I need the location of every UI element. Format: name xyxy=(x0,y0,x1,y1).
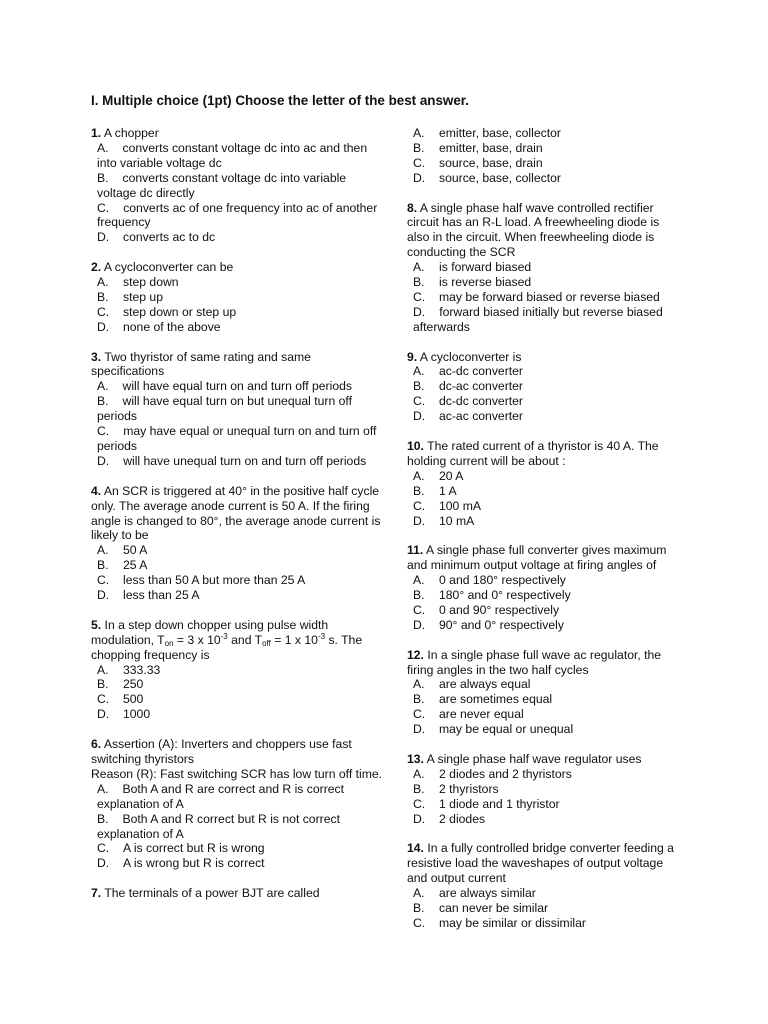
option-letter: A. xyxy=(413,677,425,692)
question-text: The terminals of a power BJT are called xyxy=(101,886,320,901)
option-text: step down or step up xyxy=(123,304,237,319)
question-number: 5. xyxy=(91,617,102,632)
option-text: emitter, base, drain xyxy=(439,140,543,155)
question-text: The rated current of a thyristor is 40 A. The holding current will be about : xyxy=(407,438,659,468)
question-stem xyxy=(407,648,677,678)
option-letter: C. xyxy=(413,602,426,617)
question-9 xyxy=(407,350,677,425)
option-letter: A. xyxy=(97,781,109,796)
option-b xyxy=(407,692,677,707)
option-letter: A. xyxy=(97,140,109,155)
option-letter: B. xyxy=(413,140,425,155)
option-letter: B. xyxy=(97,677,109,692)
option-c xyxy=(407,603,677,618)
option-text: may be similar or dissimilar xyxy=(439,915,586,930)
question-text: An SCR is triggered at 40° in the positive half cycle only. The average anode current is 50 A. If the firing angle is changed to 80°, the average anode current is likely to be xyxy=(91,483,381,543)
option-a xyxy=(407,886,677,901)
option-letter: D. xyxy=(97,856,110,871)
option-letter: B. xyxy=(413,483,425,498)
option-text: forward biased initially but reverse biased afterwards xyxy=(413,304,663,334)
option-c xyxy=(407,707,677,722)
option-c xyxy=(407,797,677,812)
option-text: less than 25 A xyxy=(123,588,200,603)
option-c xyxy=(407,156,677,171)
option-d xyxy=(407,305,677,335)
option-text: are never equal xyxy=(439,707,524,722)
question-7-options xyxy=(407,126,677,186)
option-d xyxy=(407,812,677,827)
option-letter: B. xyxy=(413,692,425,707)
option-letter: B. xyxy=(413,379,425,394)
option-letter: C. xyxy=(97,424,110,439)
option-b xyxy=(91,394,383,424)
option-b xyxy=(407,141,677,156)
option-text: are sometimes equal xyxy=(439,692,553,707)
question-13 xyxy=(407,752,677,827)
option-letter: D. xyxy=(97,453,110,468)
question-7 xyxy=(91,886,383,901)
question-text-part: In a step down chopper using pulse width modulation, T xyxy=(91,617,329,647)
option-letter: C. xyxy=(413,394,426,409)
option-letter: C. xyxy=(413,796,426,811)
question-text: In a single phase full wave ac regulator, the firing angles in the two half cycles xyxy=(407,647,662,677)
option-text: 2 thyristors xyxy=(439,781,499,796)
question-number: 12. xyxy=(407,647,424,662)
option-text: converts ac of one frequency into ac of another frequency xyxy=(97,200,378,230)
question-text: A cycloconverter is xyxy=(417,349,522,364)
option-text: 10 mA xyxy=(439,513,475,528)
option-d xyxy=(91,454,383,469)
option-text: 2 diodes xyxy=(439,811,486,826)
option-letter: A. xyxy=(413,364,425,379)
option-a xyxy=(407,364,677,379)
option-text: step down xyxy=(123,275,179,290)
option-text: ac-ac converter xyxy=(439,409,523,424)
option-letter: D. xyxy=(97,230,110,245)
option-a xyxy=(91,141,383,171)
option-letter: D. xyxy=(97,319,110,334)
option-text: 25 A xyxy=(123,558,148,573)
option-c xyxy=(91,424,383,454)
question-5 xyxy=(91,618,383,722)
question-stem xyxy=(91,618,383,663)
question-1 xyxy=(91,126,383,245)
question-number: 8. xyxy=(407,200,418,215)
question-stem xyxy=(407,439,677,469)
option-letter: B. xyxy=(97,170,109,185)
question-text: A chopper xyxy=(101,126,159,140)
question-8 xyxy=(407,201,677,335)
option-text: may be equal or unequal xyxy=(439,722,574,737)
option-text: is forward biased xyxy=(439,260,532,275)
question-text: A single phase full converter gives maximum and minimum output voltage at firing angles of xyxy=(407,543,667,573)
option-d xyxy=(91,320,383,335)
option-letter: D. xyxy=(413,722,426,737)
option-letter: D. xyxy=(97,588,110,603)
question-text: Assertion (A): Inverters and choppers use fast switching thyristors xyxy=(91,737,352,766)
option-text: source, base, drain xyxy=(439,155,543,170)
question-text: In a fully controlled bridge converter feeding a resistive load the waveshapes of output voltage and output current xyxy=(407,841,674,886)
option-letter: D. xyxy=(413,170,426,185)
option-letter: B. xyxy=(413,588,425,603)
option-text: dc-dc converter xyxy=(439,394,523,409)
option-text: 100 mA xyxy=(439,498,482,513)
option-text: less than 50 A but more than 25 A xyxy=(123,573,306,588)
option-letter: A. xyxy=(413,260,425,275)
option-a xyxy=(91,663,383,678)
option-text: will have unequal turn on and turn off periods xyxy=(123,453,367,468)
question-text: Two thyristor of same rating and same specifications xyxy=(91,349,311,379)
question-stem xyxy=(407,543,677,573)
option-c xyxy=(407,394,677,409)
option-b xyxy=(407,901,677,916)
option-text: can never be similar xyxy=(439,901,549,916)
option-b xyxy=(91,558,383,573)
question-6 xyxy=(91,737,383,871)
question-14 xyxy=(407,841,677,930)
option-text: are always similar xyxy=(439,886,536,901)
question-number: 6. xyxy=(91,737,102,752)
option-text: may be forward biased or reverse biased xyxy=(439,289,660,304)
right-column xyxy=(407,126,677,946)
question-stem xyxy=(407,201,677,261)
option-letter: C. xyxy=(97,692,110,707)
option-letter: D. xyxy=(97,707,110,722)
option-text: is reverse biased xyxy=(439,275,532,290)
option-text: 250 xyxy=(123,677,144,692)
question-11 xyxy=(407,543,677,632)
option-letter: C. xyxy=(413,289,426,304)
option-letter: C. xyxy=(97,573,110,588)
option-letter: C. xyxy=(413,707,426,722)
option-b xyxy=(407,484,677,499)
option-a xyxy=(407,469,677,484)
option-text: source, base, collector xyxy=(439,170,561,185)
option-letter: C. xyxy=(97,841,110,856)
option-a xyxy=(407,767,677,782)
question-text: A single phase half wave regulator uses xyxy=(423,751,642,766)
option-text: 1 A xyxy=(439,483,457,498)
question-stem xyxy=(91,737,383,767)
option-text: will have equal turn on and turn off periods xyxy=(122,379,352,394)
question-stem xyxy=(407,350,677,365)
question-stem xyxy=(407,841,677,886)
option-letter: A. xyxy=(413,886,425,901)
option-a xyxy=(407,126,677,141)
option-b xyxy=(407,588,677,603)
option-text: Both A and R are correct and R is correct explanation of A xyxy=(97,781,345,811)
option-c xyxy=(91,201,383,231)
question-stem xyxy=(407,752,677,767)
option-text: 0 and 180° respectively xyxy=(439,573,566,588)
option-letter: B. xyxy=(413,781,425,796)
option-letter: B. xyxy=(413,275,425,290)
option-text: Both A and R correct but R is not correct explanation of A xyxy=(97,811,340,841)
question-text-part: = 1 x 10 xyxy=(270,632,318,647)
question-stem xyxy=(91,126,383,141)
question-3 xyxy=(91,350,383,469)
option-text: 1000 xyxy=(123,707,151,722)
option-text: converts constant voltage dc into variable voltage dc directly xyxy=(97,170,347,200)
option-c xyxy=(407,499,677,514)
option-b xyxy=(91,171,383,201)
option-text: may have equal or unequal turn on and turn off periods xyxy=(97,424,377,453)
option-b xyxy=(91,812,383,842)
question-text: A cycloconverter can be xyxy=(101,260,234,275)
option-letter: D. xyxy=(413,304,426,319)
option-text: 90° and 0° respectively xyxy=(439,617,564,632)
option-text: 500 xyxy=(123,692,144,707)
option-text: none of the above xyxy=(123,319,221,334)
question-number: 9. xyxy=(407,349,418,364)
question-2 xyxy=(91,260,383,335)
question-text-part: = 3 x 10 xyxy=(173,632,221,647)
option-text: step up xyxy=(123,289,163,304)
option-a xyxy=(407,677,677,692)
question-stem xyxy=(91,350,383,380)
option-letter: B. xyxy=(97,811,109,826)
option-c xyxy=(91,573,383,588)
question-stem xyxy=(91,886,383,901)
subscript-off: off xyxy=(262,638,271,648)
option-c xyxy=(91,692,383,707)
option-text: 333.33 xyxy=(123,662,161,677)
question-stem xyxy=(91,260,383,275)
option-c xyxy=(91,305,383,320)
option-d xyxy=(91,856,383,871)
option-a xyxy=(91,543,383,558)
option-letter: A. xyxy=(413,468,425,483)
question-number: 14. xyxy=(407,841,424,856)
option-text: 20 A xyxy=(439,468,464,483)
option-letter: B. xyxy=(97,394,109,409)
question-text-part: s. The chopping frequency is xyxy=(91,632,363,662)
option-letter: D. xyxy=(413,811,426,826)
option-letter: A. xyxy=(97,379,109,394)
option-letter: B. xyxy=(97,558,109,573)
question-4 xyxy=(91,484,383,603)
left-column xyxy=(91,126,383,916)
option-letter: A. xyxy=(97,662,109,677)
option-text: ac-dc converter xyxy=(439,364,523,379)
question-number: 3. xyxy=(91,349,102,364)
option-c xyxy=(91,841,383,856)
subscript-on: on xyxy=(164,638,174,648)
option-a xyxy=(407,573,677,588)
option-text: 0 and 90° respectively xyxy=(439,602,560,617)
option-letter: C. xyxy=(97,200,110,215)
option-b xyxy=(407,275,677,290)
option-letter: A. xyxy=(413,573,425,588)
option-d xyxy=(407,514,677,529)
option-a xyxy=(91,379,383,394)
option-d xyxy=(91,230,383,245)
option-b xyxy=(407,379,677,394)
question-number: 1. xyxy=(91,126,102,140)
option-d xyxy=(91,588,383,603)
option-text: 2 diodes and 2 thyristors xyxy=(439,766,572,781)
option-text: are always equal xyxy=(439,677,531,692)
option-d xyxy=(407,171,677,186)
question-text-part: and T xyxy=(227,632,263,647)
option-text: 1 diode and 1 thyristor xyxy=(439,796,560,811)
option-letter: D. xyxy=(413,617,426,632)
option-a xyxy=(91,782,383,812)
option-a xyxy=(91,275,383,290)
option-letter: B. xyxy=(97,289,109,304)
option-text: converts ac to dc xyxy=(123,230,216,245)
option-a xyxy=(407,260,677,275)
question-number: 7. xyxy=(91,886,102,901)
option-text: 50 A xyxy=(123,543,148,558)
option-text: converts constant voltage dc into ac and then into variable voltage dc xyxy=(97,140,368,170)
option-text: will have equal turn on but unequal turn off periods xyxy=(97,394,352,424)
option-letter: C. xyxy=(97,304,110,319)
option-letter: A. xyxy=(413,126,425,140)
option-letter: C. xyxy=(413,498,426,513)
option-d xyxy=(91,707,383,722)
question-number: 4. xyxy=(91,483,102,498)
option-text: emitter, base, collector xyxy=(439,126,561,140)
question-number: 11. xyxy=(407,543,424,558)
question-12 xyxy=(407,648,677,737)
option-c xyxy=(407,916,677,931)
option-d xyxy=(407,722,677,737)
superscript-exponent: -3 xyxy=(220,631,228,641)
option-text: A is wrong but R is correct xyxy=(123,856,265,871)
option-letter: A. xyxy=(413,766,425,781)
section-header: I. Multiple choice (1pt) Choose the letter of the best answer. xyxy=(91,93,469,108)
option-letter: D. xyxy=(413,513,426,528)
question-stem xyxy=(91,484,383,544)
option-letter: C. xyxy=(413,915,426,930)
superscript-exponent: -3 xyxy=(317,631,326,641)
question-text: A single phase half wave controlled rectifier circuit has an R-L load. A freewheeling diode is also in the circuit. When freewheeling diode is conducting the SCR xyxy=(407,200,660,260)
option-d xyxy=(407,409,677,424)
question-number: 2. xyxy=(91,260,102,275)
option-text: dc-ac converter xyxy=(439,379,523,394)
option-text: 180° and 0° respectively xyxy=(439,588,571,603)
option-letter: D. xyxy=(413,409,426,424)
option-b xyxy=(91,677,383,692)
question-number: 13. xyxy=(407,751,424,766)
option-letter: A. xyxy=(97,543,109,558)
option-b xyxy=(407,782,677,797)
option-letter: B. xyxy=(413,901,425,916)
option-d xyxy=(407,618,677,633)
question-number: 10. xyxy=(407,438,424,453)
option-letter: C. xyxy=(413,155,426,170)
option-c xyxy=(407,290,677,305)
reason-text: Reason (R): Fast switching SCR has low turn off time. xyxy=(91,766,383,781)
option-text: A is correct but R is wrong xyxy=(123,841,265,856)
option-b xyxy=(91,290,383,305)
question-10 xyxy=(407,439,677,528)
option-letter: A. xyxy=(97,275,109,290)
